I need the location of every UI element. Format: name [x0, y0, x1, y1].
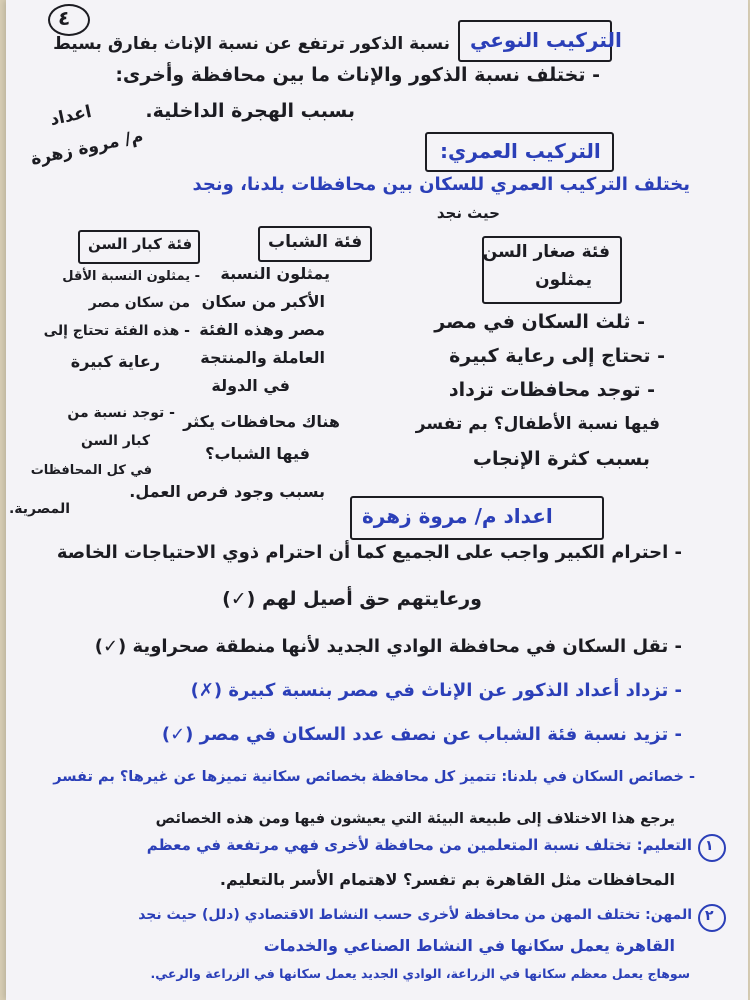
elderly-item-6: كبار السن	[81, 433, 150, 449]
elderly-item-3: - هذه الفئة تحتاج إلى	[43, 323, 190, 339]
elderly-item-5: - توجد نسبة من	[67, 405, 175, 421]
young-age-item-2: - ثلث السكان في مصر	[434, 311, 645, 333]
statement-1: - احترام الكبير واجب على الجميع كما أن احترام ذوي الاحتياجات الخاصة	[56, 542, 682, 563]
page-number: ٤	[58, 6, 71, 30]
education-line-1: التعليم: تختلف نسبة المتعلمين من محافظة لأخرى فهي مرتفعة في معظم	[146, 836, 692, 854]
elderly-title: فئة كبار السن	[88, 235, 193, 253]
side-author-line-1: اعداد	[48, 101, 94, 131]
sex-structure-line-3: بسبب الهجرة الداخلية.	[145, 100, 355, 122]
elderly-item-2: من سكان مصر	[88, 295, 190, 311]
jobs-number: ٢	[705, 908, 714, 924]
youth-item-2: الأكبر من سكان	[201, 292, 325, 311]
age-structure-heading: التركيب العمري:	[440, 139, 601, 163]
features-line-1: - خصائص السكان في بلدنا: تتميز كل محافظة بخصائص سكانية تميزها عن غيرها؟ بم تفسر	[53, 769, 695, 785]
youth-item-1: يمثلون النسبة	[220, 264, 330, 283]
young-age-item-4: - توجد محافظات تزداد	[448, 379, 655, 401]
young-age-item-6: بسبب كثرة الإنجاب	[472, 448, 650, 470]
sex-structure-heading: التركيب النوعي	[470, 28, 622, 52]
youth-item-7: فيها الشباب؟	[205, 444, 310, 463]
young-age-title: فئة صغار السن	[482, 242, 610, 262]
author-box-text: اعداد م/ مروة زهرة	[362, 504, 553, 528]
young-age-item-5: فيها نسبة الأطفال؟ بم تفسر	[415, 414, 660, 434]
sex-structure-line-1: نسبة الذكور ترتفع عن نسبة الإناث بفارق بسيط	[53, 34, 450, 54]
statement-4: - تزيد نسبة فئة الشباب عن نصف عدد السكان في مصر (✓)	[161, 724, 682, 745]
youth-item-5: في الدولة	[211, 376, 290, 395]
education-line-2: المحافظات مثل القاهرة بم تفسر؟ لاهتمام الأسر بالتعليم.	[219, 870, 675, 889]
elderly-item-7: في كل المحافظات	[30, 463, 152, 478]
statement-2: - تقل السكان في محافظة الوادي الجديد لأنها منطقة صحراوية (✓)	[94, 636, 682, 657]
youth-item-4: العاملة والمنتجة	[200, 348, 325, 367]
elderly-item-1: - يمثلون النسبة الأقل	[62, 269, 200, 284]
side-author-line-2: م/ مروة زهرة	[29, 126, 146, 170]
elderly-item-8: المصرية.	[8, 501, 70, 517]
jobs-line-1: المهن: تختلف المهن من محافظة لأخرى حسب النشاط الاقتصادي (دلل) حيث نجد	[138, 907, 692, 923]
young-age-item-1: يمثلون	[535, 270, 592, 290]
statement-1-cont: ورعايتهم حق أصيل لهم (✓)	[222, 588, 482, 610]
sex-structure-line-2: - تختلف نسبة الذكور والإناث ما بين محافظة وأخرى:	[115, 64, 600, 86]
young-age-item-3: - تحتاج إلى رعاية كبيرة	[449, 345, 665, 367]
features-line-2: يرجع هذا الاختلاف إلى طبيعة البيئة التي يعيشون فيها ومن هذه الخصائص	[155, 811, 675, 827]
jobs-line-2: القاهرة يعمل سكانها في النشاط الصناعي والخدمات	[263, 936, 675, 955]
age-structure-line-2: حيث نجد	[436, 204, 500, 222]
elderly-item-4: رعاية كبيرة	[70, 352, 160, 371]
jobs-line-3: سوهاج يعمل معظم سكانها في الزراعة، الوادي الجديد يعمل سكانها في الزراعة والرعي.	[150, 966, 690, 981]
age-structure-line-1: يختلف التركيب العمري للسكان بين محافظات بلدنا، ونجد	[192, 174, 690, 195]
youth-item-3: مصر وهذه الفئة	[199, 320, 325, 339]
youth-item-8: بسبب وجود فرص العمل.	[129, 482, 325, 501]
education-number: ١	[705, 838, 714, 854]
statement-3: - تزداد أعداد الذكور عن الإناث في مصر بنسبة كبيرة (✗)	[190, 680, 682, 701]
youth-item-6: هناك محافظات يكثر	[183, 412, 340, 431]
youth-title: فئة الشباب	[268, 232, 363, 252]
